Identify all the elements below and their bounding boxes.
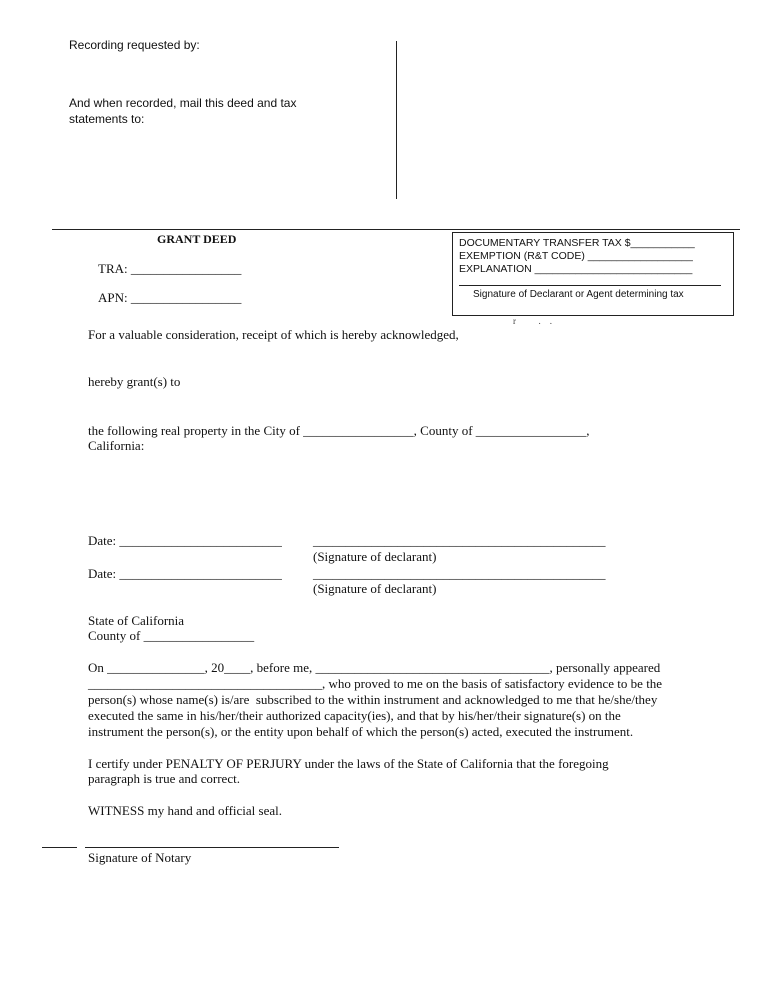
notary-county-field[interactable]: County of _________________ [88,628,255,643]
perjury-line-1: I certify under PENALTY OF PERJURY under the laws of the State of California that the foregoing [88,756,609,771]
deed-title: GRANT DEED [157,232,237,246]
perjury-line-2: paragraph is true and correct. [88,771,240,786]
notary-state: State of California [88,613,185,628]
exemption-field[interactable]: EXEMPTION (R&T CODE) __________________ [459,250,693,262]
property-text-line2: California: [88,438,145,453]
declarant-signature-caption-2: (Signature of declarant) [313,581,437,596]
mail-to-label-line1: And when recorded, mail this deed and tax [69,96,297,110]
declarant-signature-caption-1: (Signature of declarant) [313,549,437,564]
notary-seal-rule [42,847,77,848]
declarant-signature-line[interactable] [459,285,721,286]
apn-field[interactable]: APN: _________________ [98,290,242,305]
mail-to-label-line2: statements to: [69,112,145,126]
header-divider-horizontal [52,229,740,230]
header-divider-vertical [396,41,397,199]
declarant-signature-caption: Signature of Declarant or Agent determining tax [473,289,684,300]
explanation-field[interactable]: EXPLANATION ___________________________ [459,263,693,275]
declarant-signature-line-2[interactable]: _____________________________________________ [313,566,606,581]
recording-requested-label: Recording requested by: [69,38,200,52]
acknowledgment-line-4: executed the same in his/her/their authorized capacity(ies), and that by his/her/their signature(s) on the [88,708,621,723]
grant-text: hereby grant(s) to [88,374,181,389]
declarant-signature-line-1[interactable]: _____________________________________________ [313,533,606,548]
tra-field[interactable]: TRA: _________________ [98,261,242,276]
stray-marks: r . . [513,316,552,326]
transfer-tax-field[interactable]: DOCUMENTARY TRANSFER TAX $___________ [459,237,695,249]
acknowledgment-line-3: person(s) whose name(s) is/are subscribed to the within instrument and acknowledged to me that he/she/they [88,692,658,707]
acknowledgment-line-5: instrument the person(s), or the entity upon behalf of which the person(s) acted, executed the instrument. [88,724,634,739]
acknowledgment-line-1: On _______________, 20____, before me, ____________________________________, personally appeared [88,660,661,675]
acknowledgment-line-2: ____________________________________, who proved to me on the basis of satisfactory evidence to be the [88,676,663,691]
witness-text: WITNESS my hand and official seal. [88,803,282,818]
consideration-text: For a valuable consideration, receipt of which is hereby acknowledged, [88,327,459,342]
notary-signature-caption: Signature of Notary [88,850,192,865]
documentary-transfer-tax-box [452,232,734,316]
date-field-2[interactable]: Date: _________________________ [88,566,282,581]
notary-signature-line[interactable] [85,847,339,848]
property-text-line1: the following real property in the City of _________________, County of _________________, [88,423,590,438]
date-field-1[interactable]: Date: _________________________ [88,533,282,548]
